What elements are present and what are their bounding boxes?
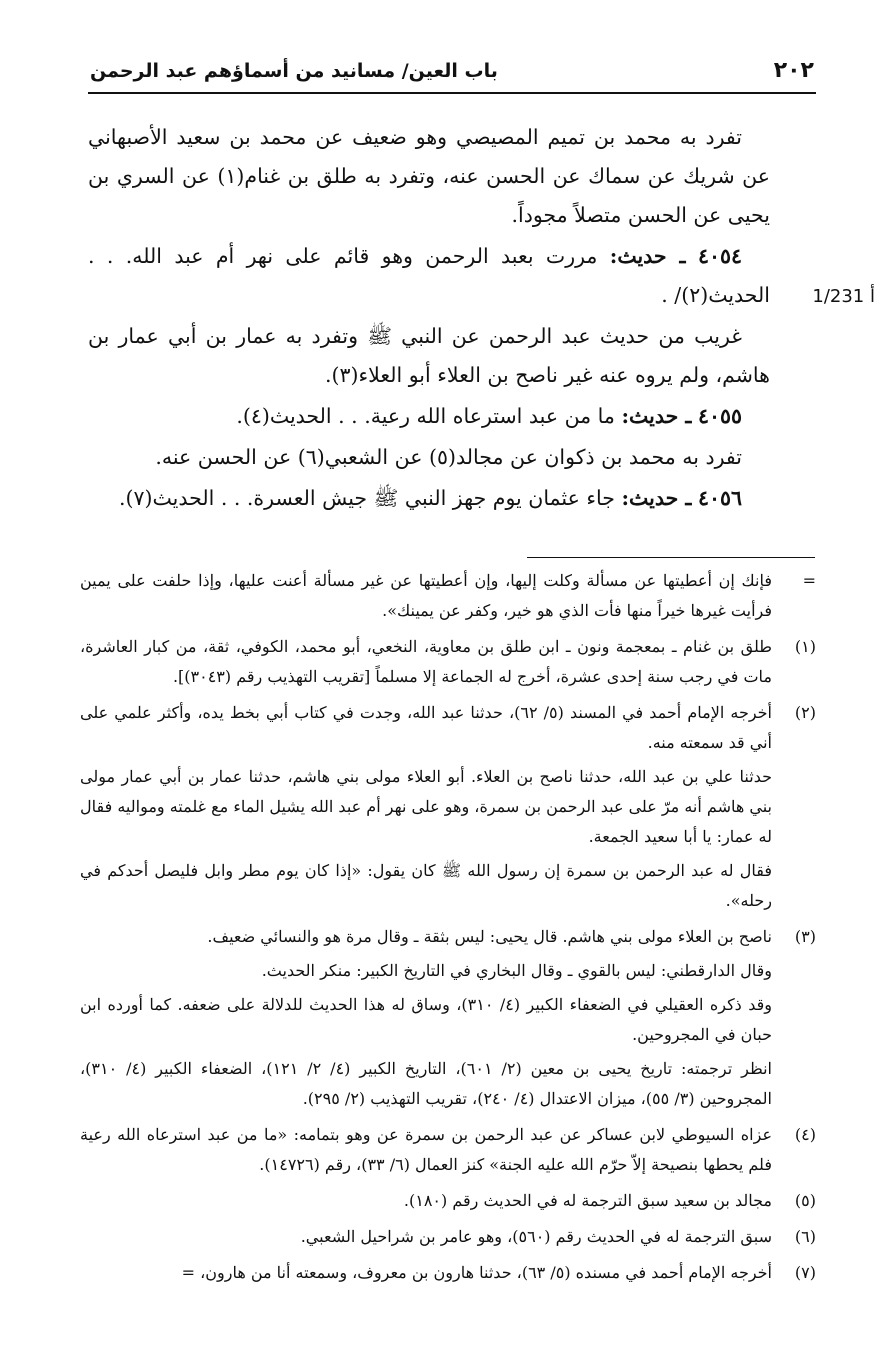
- footnote-text: انظر ترجمته: تاريخ يحيى بن معين (٢/ ٦٠١)، التاريخ الكبير (٤/ ٢/ ١٢١)، الضعفاء الكبير (٤/ ٣١٠)، المجروحين (٣/ ٥٥)، ميزان الاعتدال (٤/ ٢٤٠)، تقريب التهذيب (٢/ ٢٩٥).: [80, 1059, 772, 1108]
- footnote-text: أخرجه الإمام أحمد في المسند (٥/ ٦٢)، حدثنا عبد الله، وجدت في كتاب أبي بخط يده، وأكثر علمي على أني قد سمعته منه.: [80, 703, 773, 752]
- footnote-marker: (١): [794, 637, 816, 656]
- continuation-marker: =: [181, 1263, 195, 1282]
- footnote-3: [80, 922, 816, 1114]
- running-title: باب العين/ مسانيد من أسماؤهم عبد الرحمن: [90, 60, 498, 82]
- hadith-4056: [88, 479, 770, 518]
- hadith-number: ٤٠٥٤: [697, 244, 742, 268]
- hadith-number: ٤٠٥٦: [697, 486, 742, 510]
- footnote-text: ناصح بن العلاء مولى بني هاشم. قال يحيى: ليس بثقة ـ وقال مرة هو والنسائي ضعيف.: [207, 927, 772, 946]
- footnote-marker: (٥): [794, 1191, 816, 1210]
- hadith-text: ما من عبد استرعاه الله رعية. . . الحديث(٤).: [236, 404, 615, 428]
- paragraph-tafarrad: تفرد به محمد بن ذكوان عن مجالد(٥) عن الشعبي(٦) عن الحسن عنه.: [155, 445, 742, 469]
- hadith-label: ـ حديث:: [621, 404, 692, 428]
- footnotes: [80, 566, 816, 1294]
- footnote-marker: (٤): [794, 1125, 816, 1144]
- footnote-7: [80, 1258, 816, 1288]
- footnote-marker: (٦): [794, 1227, 816, 1246]
- footnote-marker: (٧): [794, 1263, 816, 1282]
- manuscript-folio-ref: 1/231 أ: [812, 286, 875, 307]
- paragraph-gharib: غريب من حديث عبد الرحمن عن النبي ﷺ وتفرد به عمار بن أبي عمار بن هاشم، ولم يروه عنه غير ناصح بن العلاء أبو العلاء(٣).: [88, 324, 770, 387]
- paragraph-intro: تفرد به محمد بن تميم المصيصي وهو ضعيف عن محمد بن سعيد الأصبهاني عن شريك عن سماك عن الحسن عنه، وتفرد به طلق بن غنام(١) عن السري بن يحيى عن الحسن متصلاً مجوداً.: [88, 125, 771, 227]
- footnote-text: فإنك إن أعطيتها عن مسألة وكلت إليها، وإن أعطيتها عن غير مسألة أعنت عليها، وإذا حلفت على يمين فرأيت غيرها خيراً منها فأت الذي هو خير، وكفر عن يمينك».: [80, 571, 772, 620]
- footnote-1: [80, 632, 816, 692]
- footnote-marker: (٣): [794, 927, 816, 946]
- hadith-label: ـ حديث:: [609, 244, 686, 268]
- footnote-marker: (٢): [794, 703, 816, 722]
- footnote-text: وقال الدارقطني: ليس بالقوي ـ وقال البخاري في التاريخ الكبير: منكر الحديث.: [261, 961, 772, 980]
- footnote-text: مجالد بن سعيد سبق الترجمة له في الحديث رقم (١٨٠).: [403, 1191, 772, 1210]
- footnote-divider: [527, 557, 815, 558]
- footnote-6: [80, 1222, 816, 1252]
- footnote-text: [80, 1258, 772, 1288]
- footnote-text: عزاه السيوطي لابن عساكر عن عبد الرحمن بن سمرة عن وهو بتمامه: «ما من عبد استرعاه الله رعية فلم يحطها بنصيحة إلاّ حرّم الله عليه الجنة» كنز العمال (٦/ ٣٣)، رقم (١٤٧٢٦).: [80, 1125, 772, 1174]
- page-header: [88, 52, 816, 94]
- footnote-text: طلق بن غنام ـ بمعجمة ونون ـ ابن طلق بن معاوية، النخعي، أبو محمد، الكوفي، ثقة، من كبار العاشرة، مات في رجب سنة إحدى عشرة، أخرج له الجماعة إلا مسلماً [تقريب التهذيب رقم (٣٠٤٣)].: [80, 637, 772, 686]
- footnote-5: [80, 1186, 816, 1216]
- footnote-continuation: [80, 566, 816, 626]
- footnote-text: وقد ذكره العقيلي في الضعفاء الكبير (٤/ ٣١٠)، وساق له هذا الحديث للدلالة على ضعفه. كما أورده ابن حبان في المجروحين.: [80, 995, 773, 1044]
- continuation-marker: =: [802, 571, 816, 590]
- main-text: [88, 118, 770, 520]
- hadith-number: ٤٠٥٥: [697, 404, 742, 428]
- hadith-label: ـ حديث:: [621, 486, 692, 510]
- footnote-text-content: أخرجه الإمام أحمد في مسنده (٥/ ٦٣)، حدثنا هارون بن معروف، وسمعته أنا من هارون،: [200, 1263, 772, 1282]
- hadith-text: جاء عثمان يوم جهز النبي ﷺ جيش العسرة. . . الحديث(٧).: [119, 486, 615, 510]
- footnote-2: [80, 698, 816, 916]
- footnote-text: سبق الترجمة له في الحديث رقم (٥٦٠)، وهو عامر بن شراحيل الشعبي.: [300, 1227, 772, 1246]
- hadith-text: مررت بعبد الرحمن وهو قائم على نهر أم عبد الله. . . الحديث(٢)/ .: [88, 244, 770, 307]
- hadith-4055: [88, 397, 770, 436]
- footnote-text: حدثنا علي بن عبد الله، حدثنا ناصح بن العلاء. أبو العلاء مولى بني هاشم، حدثنا عمار بن أبي عمار مولى بني هاشم أنه مرّ على عبد الرحمن بن سمرة، وهو على نهر أم عبد الله يشيل الماء مع غلمته ومواليه فقال له عمار: يا أبا سعيد الجمعة.: [80, 767, 773, 846]
- hadith-4054: [88, 237, 770, 315]
- footnote-text: فقال له عبد الرحمن بن سمرة إن رسول الله ﷺ كان يقول: «إذا كان يوم مطر وابل فليصل أحدكم في رحله».: [80, 861, 772, 910]
- page-number: ٢٠٢: [773, 58, 814, 83]
- footnote-4: [80, 1120, 816, 1180]
